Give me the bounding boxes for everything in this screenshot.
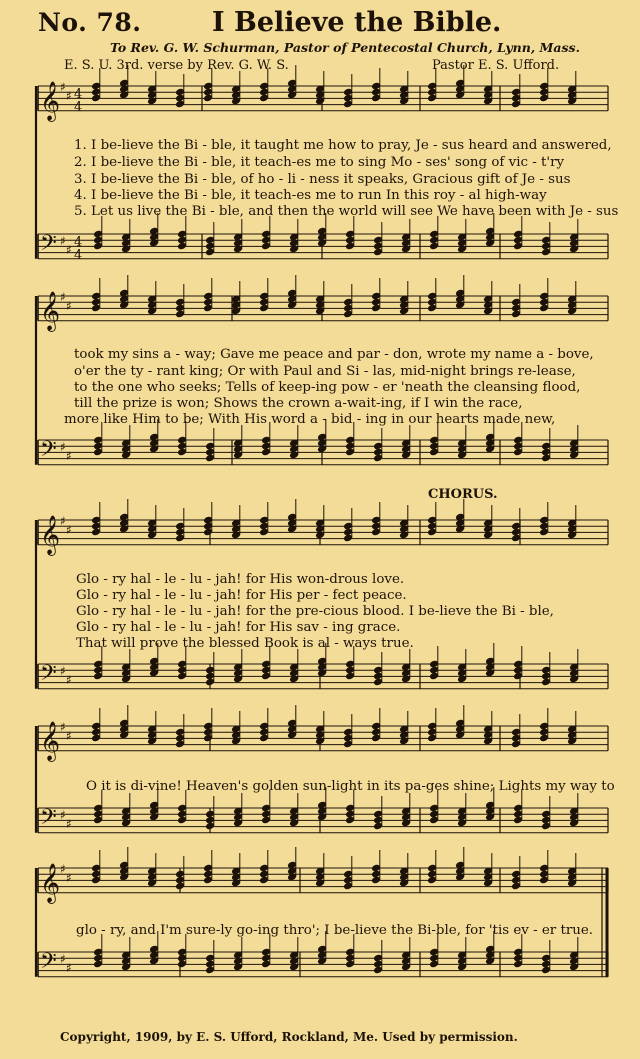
- time-signature: 4: [74, 100, 83, 115]
- sharp-sign: ♯: [60, 862, 66, 876]
- chorus-line: glo - ry, and I'm sure-ly go-ing thro'; I be-lieve the Bi-ble, for 'tis ev - er true.: [76, 923, 594, 938]
- treble-clef: 𝄞: [40, 863, 61, 903]
- music-credit: Pastor E. S. Ufford.: [432, 58, 560, 73]
- verse-line: to the one who seeks; Tells of keep-ing pow - er 'neath the cleansing flood,: [74, 380, 581, 395]
- bass-clef: 𝄢: [40, 437, 57, 467]
- time-signature: 4: [74, 248, 83, 263]
- chorus-line: That will prove the blessed Book is al - ways true.: [76, 636, 414, 651]
- dedication: To Rev. G. W. Schurman, Pastor of Pentecostal Church, Lynn, Mass.: [110, 40, 580, 55]
- sharp-sign: ♯: [60, 952, 66, 966]
- verse-line: took my sins a - way; Gave me peace and par - don, wrote my name a - bove,: [74, 347, 594, 362]
- treble-clef: 𝄞: [40, 81, 61, 121]
- verse-line: 3. I be-lieve the Bi - ble, of ho - li - ness it speaks, Gracious gift of Je - sus: [74, 172, 571, 187]
- bass-clef: 𝄢: [40, 949, 57, 979]
- verse-line: 5. Let us live the Bi - ble, and then the world will see We have been with Je - sus: [74, 204, 619, 219]
- hymn-title: I Believe the Bible.: [212, 7, 502, 38]
- chorus-line: Glo - ry hal - le - lu - jah! for the pre-cious blood. I be-lieve the Bi - ble,: [76, 604, 554, 619]
- verse-line: 2. I be-lieve the Bi - ble, it teach-es me to sing Mo - ses' song of vic - t'ry: [74, 155, 565, 170]
- verse-line: more like Him to be; With His word a - bid - ing in our hearts made new,: [64, 412, 556, 427]
- treble-clef: 𝄞: [40, 721, 61, 761]
- sharp-sign: ♯: [66, 871, 72, 885]
- verse-line: 1. I be-lieve the Bi - ble, it taught me how to pray, Je - sus heard and answered,: [74, 138, 612, 153]
- chorus-line: Glo - ry hal - le - lu - jah! for His per - fect peace.: [76, 588, 407, 603]
- sharp-sign: ♯: [60, 720, 66, 734]
- copyright-notice: Copyright, 1909, by E. S. Ufford, Rockland, Me. Used by permission.: [60, 1030, 518, 1044]
- sharp-sign: ♯: [66, 449, 72, 463]
- chorus-line: O it is di-vine! Heaven's golden sun-light in its pa-ges shine; Lights my way to: [86, 779, 615, 794]
- sharp-sign: ♯: [60, 234, 66, 248]
- sharp-sign: ♯: [66, 961, 72, 975]
- bass-clef: 𝄢: [40, 661, 57, 691]
- chorus-line: Glo - ry hal - le - lu - jah! for His sav - ing grace.: [76, 620, 401, 635]
- sharp-sign: ♯: [66, 89, 72, 103]
- sharp-sign: ♯: [66, 817, 72, 831]
- sharp-sign: ♯: [60, 514, 66, 528]
- sharp-sign: ♯: [66, 729, 72, 743]
- verse-line: 4. I be-lieve the Bi - ble, it teach-es me to run In this roy - al high-way: [74, 188, 547, 203]
- hymn-number: No. 78.: [38, 8, 142, 37]
- sharp-sign: ♯: [60, 664, 66, 678]
- chorus-line: Glo - ry hal - le - lu - jah! for His won-drous love.: [76, 572, 405, 587]
- sharp-sign: ♯: [60, 80, 66, 94]
- sharp-sign: ♯: [66, 243, 72, 257]
- sharp-sign: ♯: [66, 523, 72, 537]
- verse-line: o'er the ty - rant king; Or with Paul and Si - las, mid-night brings re-lease,: [74, 364, 576, 379]
- bass-clef: 𝄢: [40, 805, 57, 835]
- sharp-sign: ♯: [66, 673, 72, 687]
- treble-clef: 𝄞: [40, 515, 61, 555]
- time-signature: 4: [74, 235, 83, 250]
- time-signature: 4: [74, 87, 83, 102]
- sharp-sign: ♯: [60, 440, 66, 454]
- words-credit: E. S. U. 3rd. verse by Rev. G. W. S.: [64, 58, 289, 73]
- chorus-label: CHORUS.: [428, 487, 498, 502]
- treble-clef: 𝄞: [40, 291, 61, 331]
- bass-clef: 𝄢: [40, 231, 57, 261]
- sharp-sign: ♯: [60, 808, 66, 822]
- sharp-sign: ♯: [66, 299, 72, 313]
- verse-line: till the prize is won; Shows the crown a-wait-ing, if I win the race,: [74, 396, 523, 411]
- sharp-sign: ♯: [60, 290, 66, 304]
